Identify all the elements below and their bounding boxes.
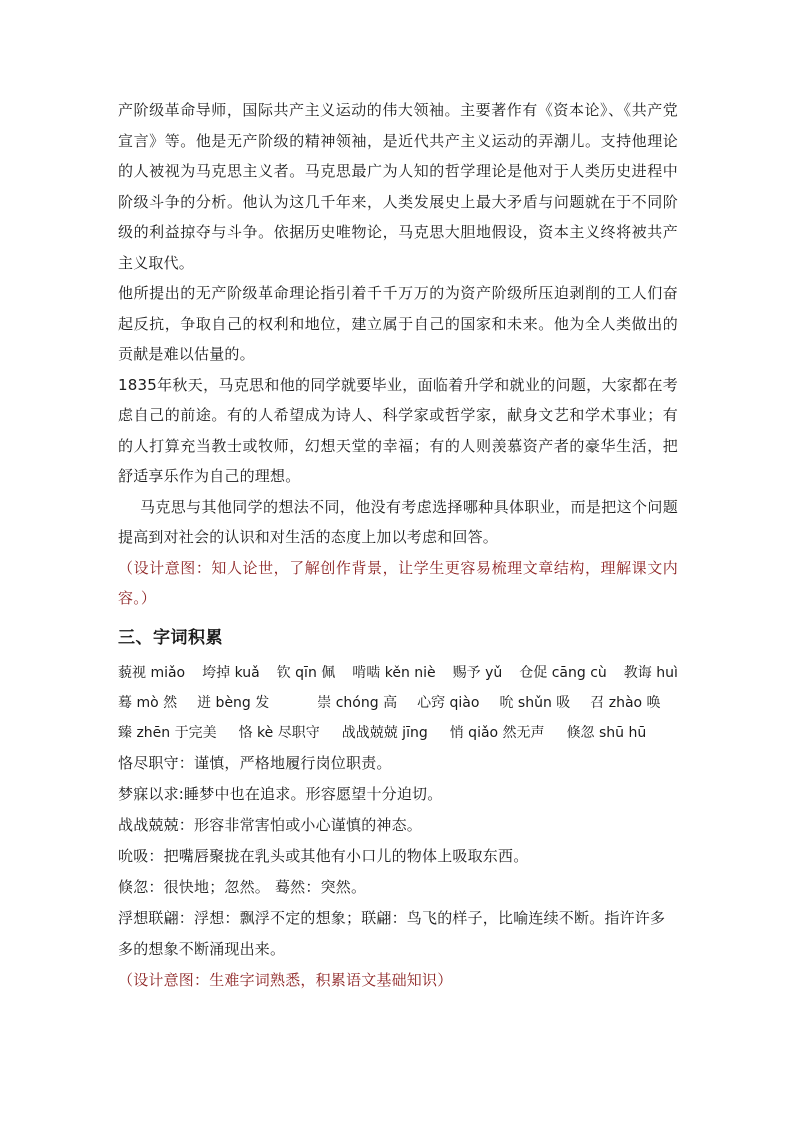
vocab-item: 战战兢兢 jīng [341, 724, 428, 741]
definition-line: 梦寐以求:睡梦中也在追求。形容愿望十分迫切。 [118, 784, 443, 803]
vocab-item: 啃啮 kěn niè [352, 664, 436, 681]
vocab-row-2 [118, 688, 678, 718]
vocab-item: 垮掉 kuǎ [202, 664, 260, 681]
intro-paragraph-3: 1835年秋天，马克思和他的同学就要毕业，面临着升学和就业的问题，大家都在考虑自己的前途。有的人希望成为诗人、科学家或哲学家，献身文艺和学术事业；有的人打算充当教士或牧师，幻想天堂的幸福；有的人则羡慕资产者的豪华生活，把舒适享乐作为自己的理想。 [118, 375, 678, 485]
design-note-2: （设计意图：生难字词熟悉，积累语文基础知识） [118, 970, 453, 989]
vocab-item: 藐视 miǎo [118, 664, 186, 681]
vocab-row-1 [118, 658, 678, 688]
vocab-item: 仓促 cāng cù [519, 664, 607, 681]
vocab-item: 臻 zhēn 于完美 [118, 724, 217, 741]
vocab-item: 教诲 huì [623, 664, 678, 681]
definition-line: 恪尽职守：谨慎，严格地履行岗位职责。 [118, 753, 392, 772]
vocab-item: 心窍 qiào [417, 694, 480, 711]
definition-line: 吮吸：把嘴唇聚拢在乳头或其他有小口儿的物体上吸取东西。 [118, 846, 529, 865]
definition-line: 战战兢兢：形容非常害怕或小心谨慎的神态。 [118, 815, 423, 834]
vocab-item: 赐予 yǔ [452, 664, 503, 681]
definition-line: 倏忽：很快地；忽然。 蓦然：突然。 [118, 877, 367, 896]
vocab-item: 召 zhào 唤 [590, 694, 661, 711]
vocab-item: 蓦 mò 然 [118, 694, 178, 711]
document-page [118, 95, 678, 995]
design-note-1: （设计意图：知人论世，了解创作背景，让学生更容易梳理文章结构，理解课文内容。） [118, 558, 678, 607]
vocab-item: 倏忽 shū hū [566, 724, 647, 741]
vocab-item: 吮 shǔn 吸 [499, 694, 571, 711]
intro-paragraph-2: 他所提出的无产阶级革命理论指引着千千万万的为资产阶级所压迫剥削的工人们奋起反抗，争取自己的权利和地位，建立属于自己的国家和未来。他为全人类做出的贡献是难以估量的。 [118, 284, 678, 363]
vocab-item: 恪 kè 尽职守 [238, 724, 320, 741]
vocab-item: 悄 qiǎo 然无声 [449, 724, 545, 741]
vocab-row-3 [118, 718, 678, 748]
vocab-item: 迸 bèng 发 [197, 694, 270, 711]
vocab-item: 崇 chóng 高 [317, 694, 398, 711]
intro-paragraph-1: 产阶级革命导师，国际共产主义运动的伟大领袖。主要著作有《资本论》、《共产党宣言》等。他是无产阶级的精神领袖，是近代共产主义运动的弄潮儿。支持他理论的人被视为马克思主义者。马克思最广为人知的哲学理论是他对于人类历史进程中阶级斗争的分析。他认为这几千年来，人类发展史上最大矛盾与问题就在于不同阶级的利益掠夺与斗争。依据历史唯物论，马克思大胆地假设，资本主义终将被共产主义取代。 [118, 101, 678, 272]
section-heading: 三、字词积累 [118, 627, 223, 648]
definition-line: 浮想联翩：浮想：飘浮不定的想象；联翩：鸟飞的样子，比喻连续不断。指许许多多的想象不断涌现出来。 [118, 908, 666, 958]
intro-paragraph-4: 马克思与其他同学的想法不同，他没有考虑选择哪种具体职业，而是把这个问题提高到对社会的认识和对生活的态度上加以考虑和回答。 [118, 497, 678, 546]
vocab-item: 钦 qīn 佩 [276, 664, 336, 681]
